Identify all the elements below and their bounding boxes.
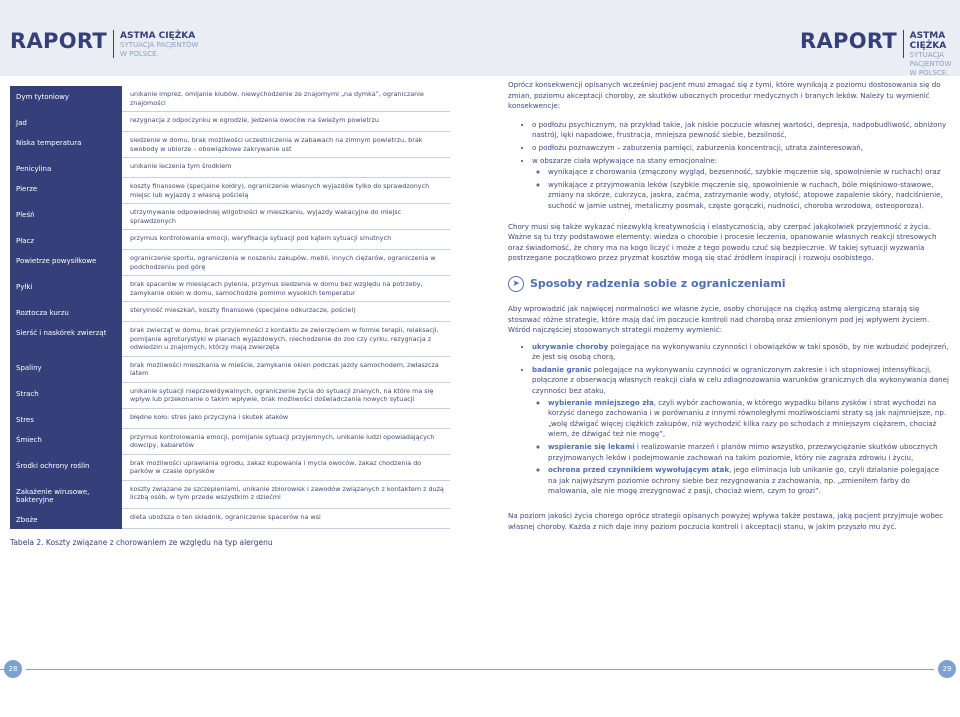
cost-description: brak możliwości mieszkania w mieście, zamykanie okien podczas jazdy samochodem, zwłaszcza latem <box>122 357 450 383</box>
brand-subtitle-line1: ASTMA CIĘŻKA <box>909 31 947 51</box>
allergen-label: Roztocza kurzu <box>10 302 122 322</box>
brand-divider <box>903 30 904 58</box>
cost-description: siedzenie w domu, brak możliwości uczestniczenia w zabawach na zimnym powietrzu, brak swobody w ubiorze – obowiązkowe zakrywanie ust <box>122 132 450 158</box>
footer-line-right-long <box>480 669 934 670</box>
sub-list-item <box>548 442 950 463</box>
allergen-label: Powietrze powysiłkowe <box>10 250 122 276</box>
brand-divider <box>113 30 114 58</box>
arrow-right-icon: ➤ <box>508 276 524 292</box>
list-item-text: w obszarze ciała wpływające na stany emocjonalne: <box>532 155 718 165</box>
cost-description: koszty związane ze szczepieniami, unikanie zbiorowisk i zawodów związanych z kontaktem z dużą liczbą osób, w tym przede wszystkim z dziećmi <box>122 481 450 509</box>
allergen-label: Spaliny <box>10 357 122 383</box>
table-row <box>10 322 450 357</box>
footer-line-left-long <box>26 669 480 670</box>
right-page <box>480 0 960 717</box>
paragraph-2: Chory musi się także wykazać niezwykłą kreatywnością i elastycznością, aby czerpać jakąkolwiek przyjemność z życia. Ważne są tu trzy podstawowe elementy: wiedza o chorobie i procesie leczenia, opanowanie własnych reakcji stresowych oraz świadomość, że chory ma na kogo liczyć i może z tego powodu czuć się bezpiecznie. W takiej sytuacji wyzwania postrzegane początkowo przez pryzmat kosztów mogą się stać źródłem inspiracji i rozwoju osobistego. <box>508 221 937 263</box>
brand-subtitle-line2: SYTUACJA PACJENTÓW <box>120 41 199 49</box>
allergen-label: Strach <box>10 383 122 409</box>
right-column-text <box>508 80 950 538</box>
list-item <box>532 156 950 212</box>
cost-description: ograniczenie sportu, ograniczenia w noszeniu zakupów, mebli, innych ciężarów, ograniczenia w podchodzeniu pod górę <box>122 250 450 276</box>
allergen-label: Pierze <box>10 178 122 204</box>
cost-description: przymus kontrolowania emocji, weryfikacja sytuacji pod kątem sytuacji smutnych <box>122 230 450 250</box>
allergen-cost-table <box>10 86 450 529</box>
strategy-highlight: wspieranie się lekami <box>548 442 635 452</box>
cost-description: sterylność mieszkań, koszty finansowe (specjalne odkurzacze, pościel) <box>122 302 450 322</box>
table-row <box>10 383 450 409</box>
page-number-left: 28 <box>4 660 22 678</box>
brand-logo-right <box>800 28 960 78</box>
brand-raport: RAPORT <box>10 29 108 53</box>
cost-description: rezygnacja z odpoczynku w ogrodzie, jedzenia owoców na świeżym powietrzu <box>122 112 450 132</box>
table-row <box>10 429 450 455</box>
sub-list-item <box>548 398 950 440</box>
allergen-label: Dym tytoniowy <box>10 86 122 112</box>
table-caption: Tabela 2. Koszty związane z chorowaniem ze względu na typ alergenu <box>10 538 273 547</box>
consequences-list <box>508 120 950 212</box>
allergen-label: Niska temperatura <box>10 132 122 158</box>
list-item <box>532 342 950 363</box>
allergen-label: Środki ochrony roślin <box>10 455 122 481</box>
table-row <box>10 204 450 230</box>
strategy-text: , jego eliminacja lub unikanie go, czyli działanie polegające na jak najwyższym poziomie ochrony siebie bez rezygnowania z zachowania, np. „zmieniłem farby do malowania, ale nie mogę zrezygnować z pasji, chociaż wiem, czym to grozi”. <box>548 465 940 496</box>
allergen-label: Śmiech <box>10 429 122 455</box>
paragraph-3: Aby wprowadzić jak najwięcej normalności we własne życie, osoby chorujące na ciężką astmę alergiczną starają się stosować różne strategie, które mają dać im poczucie kontroli nad chorobą oraz zmienionym pod jej wpływem życiem. Wśród najczęściej stosowanych strategii możemy wymienić: <box>508 303 930 335</box>
table-row <box>10 158 450 178</box>
brand-subtitle-line3: W POLSCE. <box>909 69 949 77</box>
allergen-label: Zakażenie wirusowe, bakteryjne <box>10 481 122 509</box>
allergen-label: Sierść i naskórek zwierząt <box>10 322 122 357</box>
brand-raport: RAPORT <box>800 29 898 53</box>
strategy-text: polegające na wykonywaniu czynności i obowiązków w taki sposób, by nie wzbudzić podejrzeń, że jest się osobą chorą, <box>532 341 949 362</box>
allergen-label: Jad <box>10 112 122 132</box>
table-row <box>10 302 450 322</box>
cost-description: brak możliwości uprawiania ogrodu, zakaz kupowania i mycia owoców, zakaz chodzenia do parków w czasie oprysków <box>122 455 450 481</box>
sub-list-item <box>548 465 950 497</box>
strategy-highlight: wybieranie mniejszego zła <box>548 397 654 407</box>
table-row <box>10 357 450 383</box>
table-row <box>10 250 450 276</box>
strategy-highlight: badanie granic <box>532 364 592 374</box>
table-row <box>10 86 450 112</box>
allergen-label: Pyłki <box>10 276 122 302</box>
sub-list-item: ◦ wynikające z przyjmowania leków (szybkie męczenie się, spowolnienie w ruchach, bóle mięśniowo-stawowe, zmiany na skórze, cukrzyca, jaskra, zaćma, zatrzymanie wody, otyłość, atopowe zapalenie skóry, nadciśnienie, suchość w jamie ustnej, metaliczny posmak, częste gorączki, nudności, choroba wrzodowa, osteoporoza). <box>548 180 950 212</box>
cost-description: brak zwierząt w domu, brak przyjemności z kontaktu ze zwierzęciem w formie terapii, relaksacji, pomijanie agroturystyki w planach wyjazdowych, niechodzenie do zoo czy cyrku, rezygnacja z odwiedzin u znajomych, którzy mają zwierzęta <box>122 322 450 357</box>
strategy-highlight: ukrywanie choroby <box>532 341 609 351</box>
intro-paragraph: Oprócz konsekwencji opisanych wcześniej pacjent musi zmagać się z tymi, które wynikają z poziomu dostosowania się do zmian, poziomu akceptacji choroby, ze skutków ubocznych procedur medycznych i branych leków. Należy tu wymienić konsekwencje: <box>508 80 941 111</box>
allergen-label: Stres <box>10 409 122 429</box>
cost-description: błędne koło: stres jako przyczyna i skutek ataków <box>122 409 450 429</box>
brand-subtitle <box>910 28 960 78</box>
table-row <box>10 481 450 509</box>
cost-description: unikanie sytuacji nieprzewidywalnych, ograniczenie życia do sytuacji znanych, na które ma się wpływ lub przekonanie o takim wpływie, brak możliwości doświadczania nowych sytuacji <box>122 383 450 409</box>
list-item: • o podłożu poznawczym – zaburzenia pamięci, zaburzenia koncentracji, utrata zainteresowań, <box>532 143 950 154</box>
section-title: Sposoby radzenia sobie z ograniczeniami <box>530 276 786 290</box>
strategy-text: i realizowanie marzeń i planów mimo wszystko, przezwyciężanie skutków ubocznych przyjmowanych leków i podejmowanie zachowań na takim poziomie, który nie zagraża zdrowiu i życiu, <box>548 442 938 462</box>
brand-subtitle-line1: ASTMA CIĘŻKA <box>120 31 196 41</box>
brand-subtitle <box>120 28 198 59</box>
brand-logo-left <box>10 28 198 59</box>
table-row <box>10 178 450 204</box>
table-row <box>10 132 450 158</box>
list-item: • o podłożu psychicznym, na przykład takie, jak niskie poczucie własnej wartości, depresja, nadpobudliwość, obniżony nastrój, lęki napadowe, frustracja, mniejsza pewność siebie, bezsilność, <box>532 120 950 141</box>
cost-description: przymus kontrolowania emocji, pomijanie sytuacji przyjemnych, unikanie ludzi opowiadających dowcipy, kabaretów <box>122 429 450 455</box>
cost-description: brak spacerów w miesiącach pylenia, przymus siedzenia w domu bez względu na potrzeby, zamykanie okien w domu, samochodzie pomimo wysokich temperatur <box>122 276 450 302</box>
table-row <box>10 509 450 529</box>
brand-subtitle-line2: SYTUACJA PACJENTÓW <box>909 51 952 68</box>
allergen-label: Zboże <box>10 509 122 529</box>
cost-description: unikanie leczenia tym środkiem <box>122 158 450 178</box>
strategy-highlight: ochrona przed czynnikiem wywołującym atak <box>548 465 730 475</box>
cost-description: koszty finansowe (specjalne kołdry), ograniczenie własnych wyjazdów tylko do sprawdzonych miejsc lub wyjazdy z własną pościelą <box>122 178 450 204</box>
body-sub-list <box>532 167 950 211</box>
brand-subtitle-line3: W POLSCE. <box>120 50 159 58</box>
table-row <box>10 276 450 302</box>
allergen-label: Penicylina <box>10 158 122 178</box>
strategy-text: , czyli wybór zachowania, w którego wypadku bilans zysków i strat wychodzi na korzyść danego zachowania i w porównaniu z innymi równoległymi możliwościami straty są jak najmniejsze, np. „wolę dźwigać więcej ciężkich zakupów, niż wychodzić kilka razy po schodach z mniejszym ciężarem, chociaż wiem, że dźwigać też nie mogę”, <box>548 397 947 439</box>
strategy-text: polegające na wykonywaniu czynności w ograniczonym zakresie i ich stopniowej intensyfikacji, połączone z obserwacją własnych reakcji ciała w celu zdiagnozowania warunków granicznych dla wykonywania danej czynności bez ataku, <box>532 364 950 396</box>
section-heading <box>508 276 950 292</box>
cost-description: dieta uboższa o ten składnik, ograniczenie spacerów na wsi <box>122 509 450 529</box>
page-number-right: 29 <box>938 660 956 678</box>
cost-description: unikanie imprez, omijanie klubów, niewychodzenie ze znajomymi „na dymka”, ograniczanie znajomości <box>122 86 450 112</box>
allergen-label: Płacz <box>10 230 122 250</box>
table-row <box>10 112 450 132</box>
table-row <box>10 409 450 429</box>
sub-list-item: ◦ wynikające z chorowania (zmęczony wygląd, bezsenność, szybkie męczenie się, spowolnienie w ruchach) oraz <box>548 167 950 178</box>
strategies-list <box>508 342 950 497</box>
table-row <box>10 230 450 250</box>
table-row <box>10 455 450 481</box>
allergen-label: Pleśń <box>10 204 122 230</box>
paragraph-4: Na poziom jakości życia chorego oprócz strategii opisanych powyżej wpływa także postawa, jaką pacjent przyjmuje wobec własnej choroby. Każda z nich daje inny poziom poczucia kontroli i akceptacji stanu, w jakim przyszło mu żyć. <box>508 511 944 531</box>
strategies-sub-list <box>532 398 950 497</box>
cost-description: utrzymywanie odpowiedniej wilgotności w mieszkaniu, wyjazdy wakacyjne do miejsc sprawdzonych <box>122 204 450 230</box>
list-item <box>532 365 950 497</box>
